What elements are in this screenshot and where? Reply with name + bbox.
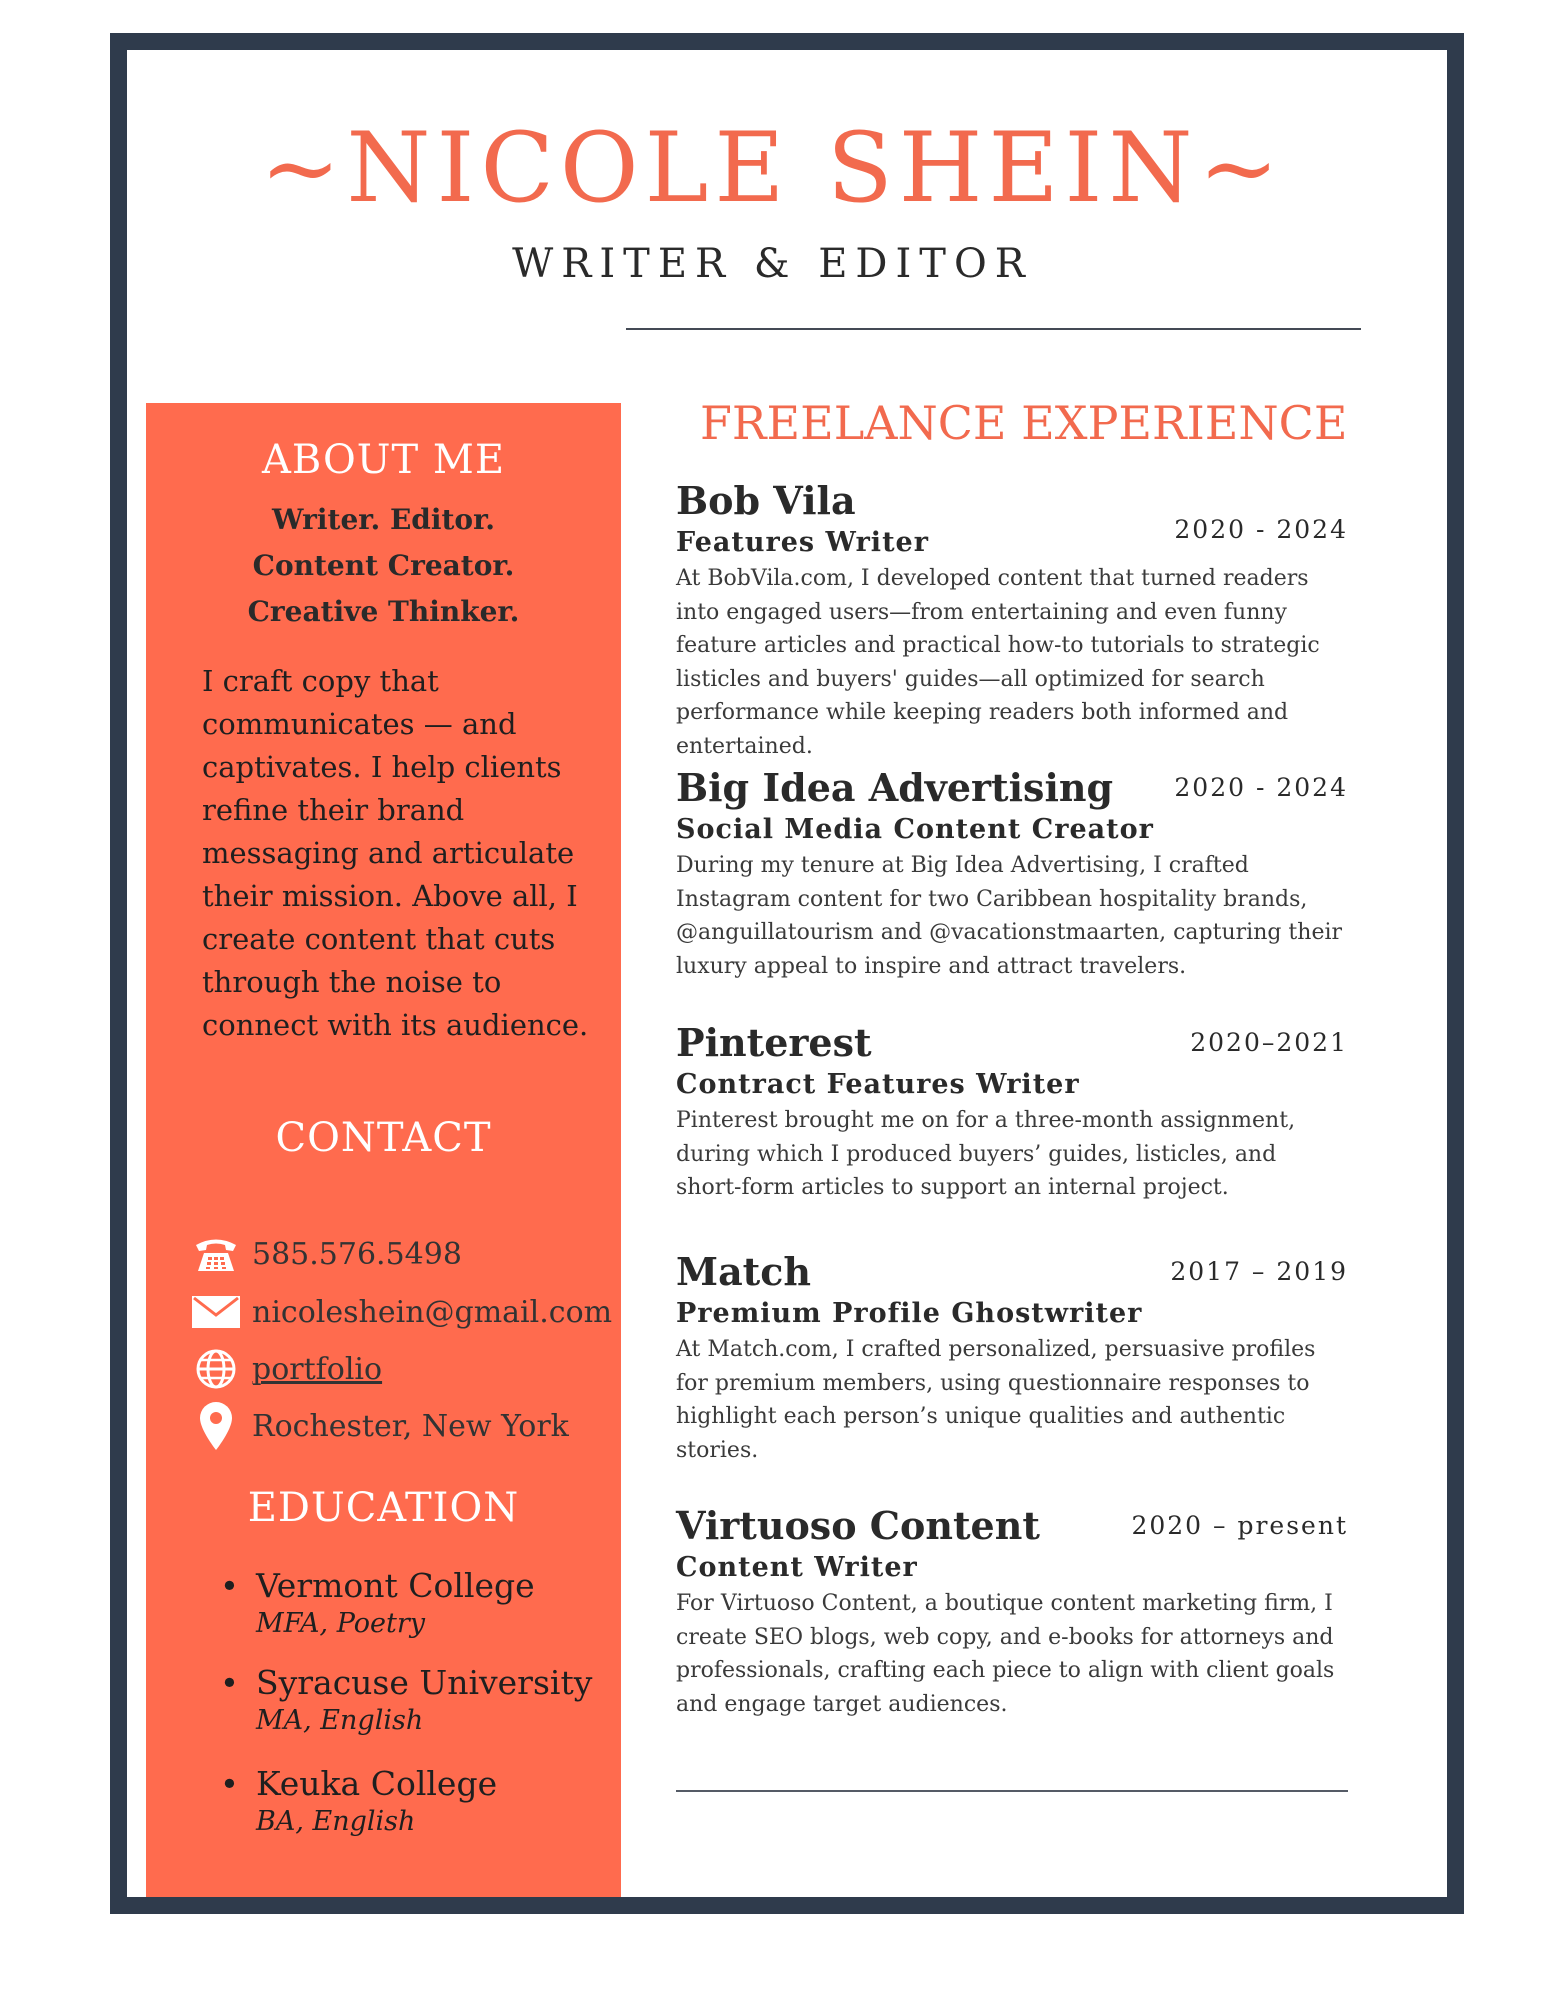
- about-tagline-2: Content Creator.: [252, 549, 515, 582]
- contact-heading: CONTACT: [275, 1115, 492, 1161]
- about-body: I craft copy that communicates — and captivates. I help clients refine their brand messaging and articulate their mission. Above all, I create content that cuts through the noise to connect with its audience.: [202, 664, 589, 1042]
- job-entry: [676, 478, 1348, 763]
- map-pin-icon: [190, 1401, 242, 1451]
- contact-location: [190, 1401, 569, 1451]
- contact-email[interactable]: [190, 1287, 612, 1337]
- job-description: During my tenure at Big Idea Advertising, I crafted Instagram content for two Caribbean hospitality brands, @anguillatourism and @vacationstmaarten, capturing their luxury appeal to inspire and attract travelers.: [676, 853, 1343, 979]
- phone-number: 585.576.5498: [252, 1236, 462, 1272]
- about-tagline-3: Creative Thinker.: [247, 595, 520, 628]
- job-description: Pinterest brought me on for a three-month assignment, during which I produced buyers’ guides, listicles, and short-form articles to support an internal project.: [676, 1108, 1296, 1200]
- education-item: [220, 1663, 592, 1739]
- job-dates: 2020 – present: [1131, 1511, 1348, 1540]
- education-item: [220, 1566, 535, 1642]
- job-entry: [676, 1503, 1348, 1721]
- education-degree: BA, English: [256, 1806, 416, 1837]
- job-company: Pinterest: [676, 1020, 872, 1065]
- job-role: Premium Profile Ghostwriter: [676, 1298, 1143, 1329]
- education-heading: EDUCATION: [247, 1485, 520, 1531]
- job-dates: 2020–2021: [1190, 1028, 1348, 1057]
- header-divider: [626, 328, 1361, 330]
- portfolio-link[interactable]: portfolio: [252, 1351, 383, 1387]
- job-entry: [676, 765, 1348, 983]
- education-degree: MA, English: [256, 1705, 424, 1736]
- job-dates: 2020 - 2024: [1174, 773, 1348, 802]
- job-entry: [676, 1020, 1348, 1205]
- job-role: Contract Features Writer: [676, 1069, 1080, 1100]
- education-school: • Vermont College: [220, 1566, 535, 1606]
- resume-name: ~NICOLE SHEIN~: [260, 112, 1285, 224]
- education-item: [220, 1764, 497, 1840]
- about-heading: ABOUT ME: [261, 437, 506, 483]
- education-school: • Keuka College: [220, 1764, 497, 1804]
- job-company: Bob Vila: [676, 478, 856, 523]
- education-degree: MFA, Poetry: [256, 1608, 426, 1639]
- email-address[interactable]: nicoleshein@gmail.com: [252, 1294, 613, 1330]
- education-school: • Syracuse University: [220, 1663, 592, 1703]
- footer-divider: [676, 1790, 1348, 1792]
- job-role: Content Writer: [676, 1552, 918, 1583]
- job-entry: [676, 1249, 1348, 1467]
- experience-heading: FREELANCE EXPERIENCE: [700, 396, 1348, 450]
- job-company: Virtuoso Content: [676, 1503, 1040, 1548]
- telephone-icon: [190, 1229, 242, 1279]
- job-role: Social Media Content Creator: [676, 814, 1154, 845]
- job-dates: 2020 - 2024: [1174, 515, 1348, 544]
- resume-title: WRITER & EDITOR: [512, 241, 1033, 287]
- job-description: For Virtuoso Content, a boutique content marketing firm, I create SEO blogs, web copy, and e-books for attorneys and professionals, crafting each piece to align with client goals and engage target audiences.: [676, 1591, 1335, 1717]
- contact-portfolio[interactable]: [190, 1344, 382, 1394]
- job-company: Big Idea Advertising: [676, 765, 1114, 810]
- job-dates: 2017 – 2019: [1170, 1257, 1348, 1286]
- location: Rochester, New York: [252, 1408, 569, 1444]
- envelope-icon: [190, 1287, 242, 1337]
- contact-phone: [190, 1229, 462, 1279]
- about-tagline-1: Writer. Editor.: [271, 503, 496, 536]
- job-description: At Match.com, I crafted personalized, persuasive profiles for premium members, using questionnaire responses to highlight each person’s unique qualities and authentic stories.: [676, 1337, 1316, 1463]
- job-description: At BobVila.com, I developed content that turned readers into engaged users—from entertaining and even funny feature articles and practical how-to tutorials to strategic listicles and buyers' guides—all optimized for search performance while keeping readers both informed and entertained.: [676, 566, 1320, 759]
- job-company: Match: [676, 1249, 812, 1294]
- globe-icon: [190, 1344, 242, 1394]
- job-role: Features Writer: [676, 527, 929, 558]
